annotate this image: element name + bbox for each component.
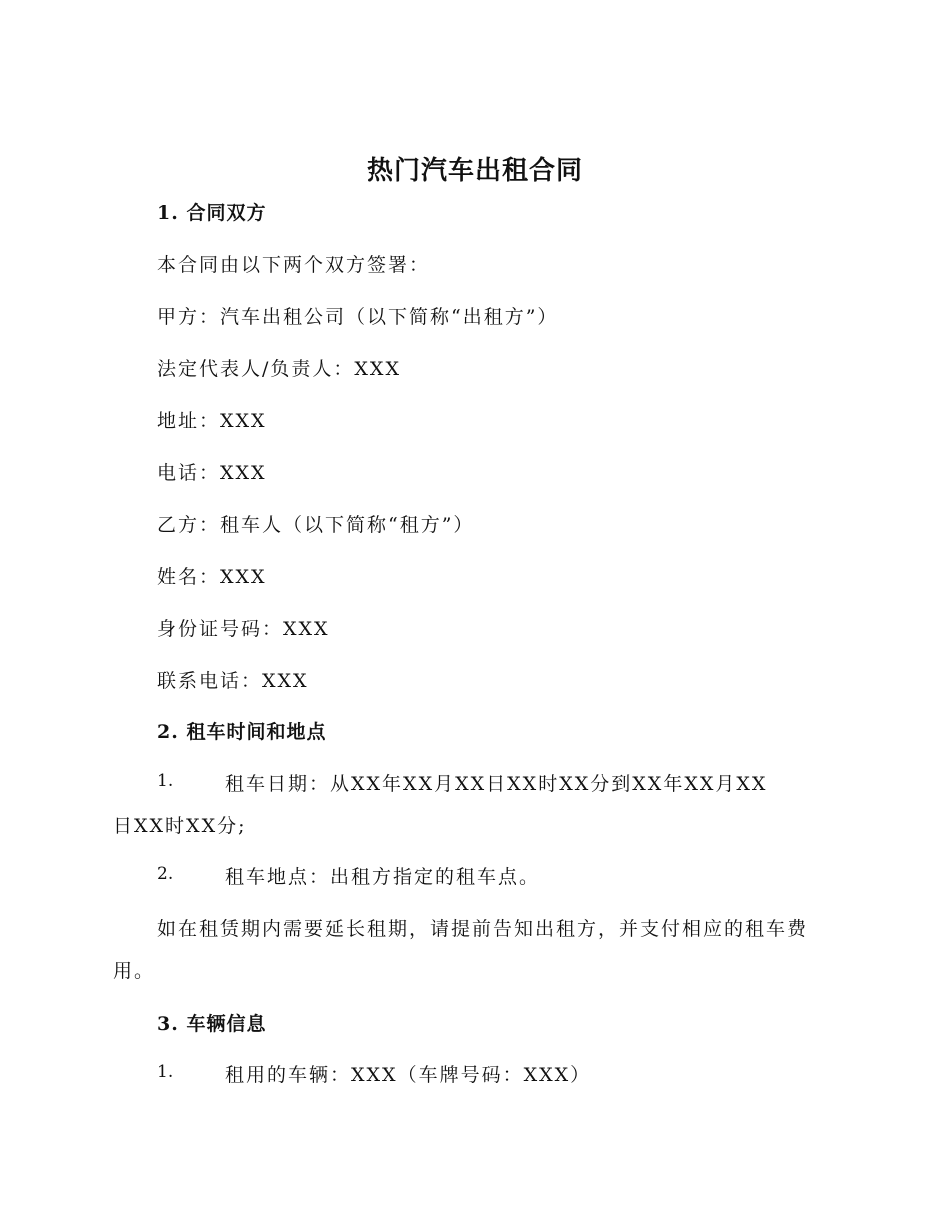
party-b-contact-phone: 联系电话：XXX bbox=[157, 670, 309, 692]
party-b: 乙方：租车人（以下简称“租方”） bbox=[157, 514, 475, 536]
section-heading-rental-time-place: 2. 租车时间和地点 bbox=[157, 721, 327, 743]
extension-note-line2: 用。 bbox=[113, 960, 156, 982]
extension-note-line1: 如在租赁期内需要延长租期，请提前告知出租方，并支付相应的租车费 bbox=[157, 918, 809, 940]
party-a: 甲方：汽车出租公司（以下简称“出租方”） bbox=[157, 306, 559, 328]
party-a-address: 地址：XXX bbox=[157, 410, 267, 432]
list-item-number: 1. bbox=[157, 771, 174, 791]
rental-date-line2: 日XX时XX分; bbox=[113, 815, 247, 837]
section-heading-parties: 1. 合同双方 bbox=[157, 202, 267, 224]
party-a-phone: 电话：XXX bbox=[157, 462, 267, 484]
list-item-number: 1. bbox=[157, 1062, 174, 1082]
rental-location: 租车地点：出租方指定的租车点。 bbox=[225, 866, 541, 888]
parties-intro: 本合同由以下两个双方签署： bbox=[157, 254, 431, 276]
section-heading-vehicle-info: 3. 车辆信息 bbox=[157, 1013, 267, 1035]
rented-vehicle: 租用的车辆：XXX（车牌号码：XXX） bbox=[225, 1064, 592, 1086]
party-b-name: 姓名：XXX bbox=[157, 566, 267, 588]
party-b-id-number: 身份证号码：XXX bbox=[157, 618, 330, 640]
rental-date-line1: 租车日期：从XX年XX月XX日XX时XX分到XX年XX月XX bbox=[225, 773, 768, 795]
document-title: 热门汽车出租合同 bbox=[366, 156, 583, 186]
list-item-number: 2. bbox=[157, 864, 174, 884]
legal-representative: 法定代表人/负责人：XXX bbox=[157, 358, 401, 380]
